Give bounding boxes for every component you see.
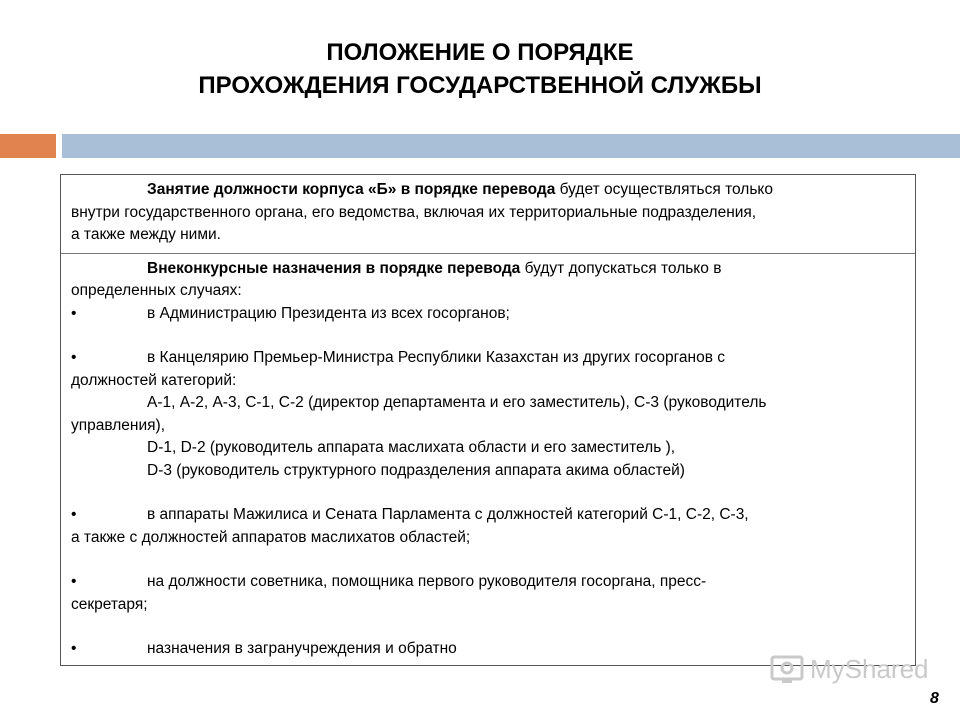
bullet-icon: •: [71, 506, 77, 523]
mono-icon: [770, 655, 804, 685]
watermark: [770, 654, 929, 685]
list-item: • в Администрацию Президента из всех госорганов;: [71, 303, 905, 326]
paragraph-line: внутри государственного органа, его ведомства, включая их территориальные подразделения,: [71, 203, 757, 221]
list-line: D-1, D-2 (руководитель аппарата маслихата области и его заместитель ),: [147, 439, 676, 456]
list-item: • в аппараты Мажилиса и Сената Парламента с должностей категорий С-1, С-2, С-3,: [71, 504, 905, 527]
section-transfer: [61, 175, 915, 254]
list-line: должностей категорий:: [71, 371, 237, 389]
paragraph-line: определенных случаях:: [71, 282, 242, 299]
paragraph-text: будет осуществляться только: [555, 181, 773, 198]
list-item: • назначения в загранучреждения и обратно: [71, 638, 905, 661]
paragraph-line: [71, 179, 905, 202]
content-box: [60, 174, 916, 666]
list-line: D-3 (руководитель структурного подразделения аппарата акима областей): [147, 461, 685, 479]
page-number: 8: [930, 690, 939, 707]
title-line-2: ПРОХОЖДЕНИЯ ГОСУДАРСТВЕННОЙ СЛУЖБЫ: [198, 72, 762, 99]
list-line: а также с должностей аппаратов маслихатов областей;: [71, 528, 471, 546]
header-bar: [62, 134, 960, 158]
watermark-text: MyShared: [810, 654, 929, 684]
list-item: • в Канцелярию Премьер-Министра Республики Казахстан из других госорганов с: [71, 347, 905, 370]
paragraph-line: [71, 258, 905, 281]
bold-phrase: Занятие должности корпуса «Б» в порядке перевода: [147, 181, 556, 198]
section-non-competitive: [61, 254, 915, 667]
list-line: управления),: [71, 416, 166, 434]
bullet-icon: •: [71, 304, 77, 322]
list-line: секретаря;: [71, 595, 148, 613]
page-title: [0, 36, 960, 102]
paragraph-line: а также между ними.: [71, 226, 221, 243]
bold-phrase: Внеконкурсные назначения в порядке перевода: [147, 259, 521, 277]
list-line: А-1, А-2, А-3, С-1, С-2 (директор департамента и его заместитель), С-3 (руководитель: [147, 394, 767, 411]
bullet-icon: •: [71, 349, 77, 366]
list-item: • на должности советника, помощника первого руководителя госоргана, пресс-: [71, 571, 905, 594]
paragraph-text: будут допускаться только в: [520, 259, 722, 277]
bullet-icon: •: [71, 573, 77, 590]
accent-bar: [0, 134, 56, 158]
bullet-icon: •: [71, 640, 77, 657]
title-line-1: ПОЛОЖЕНИЕ О ПОРЯДКЕ: [326, 39, 634, 66]
